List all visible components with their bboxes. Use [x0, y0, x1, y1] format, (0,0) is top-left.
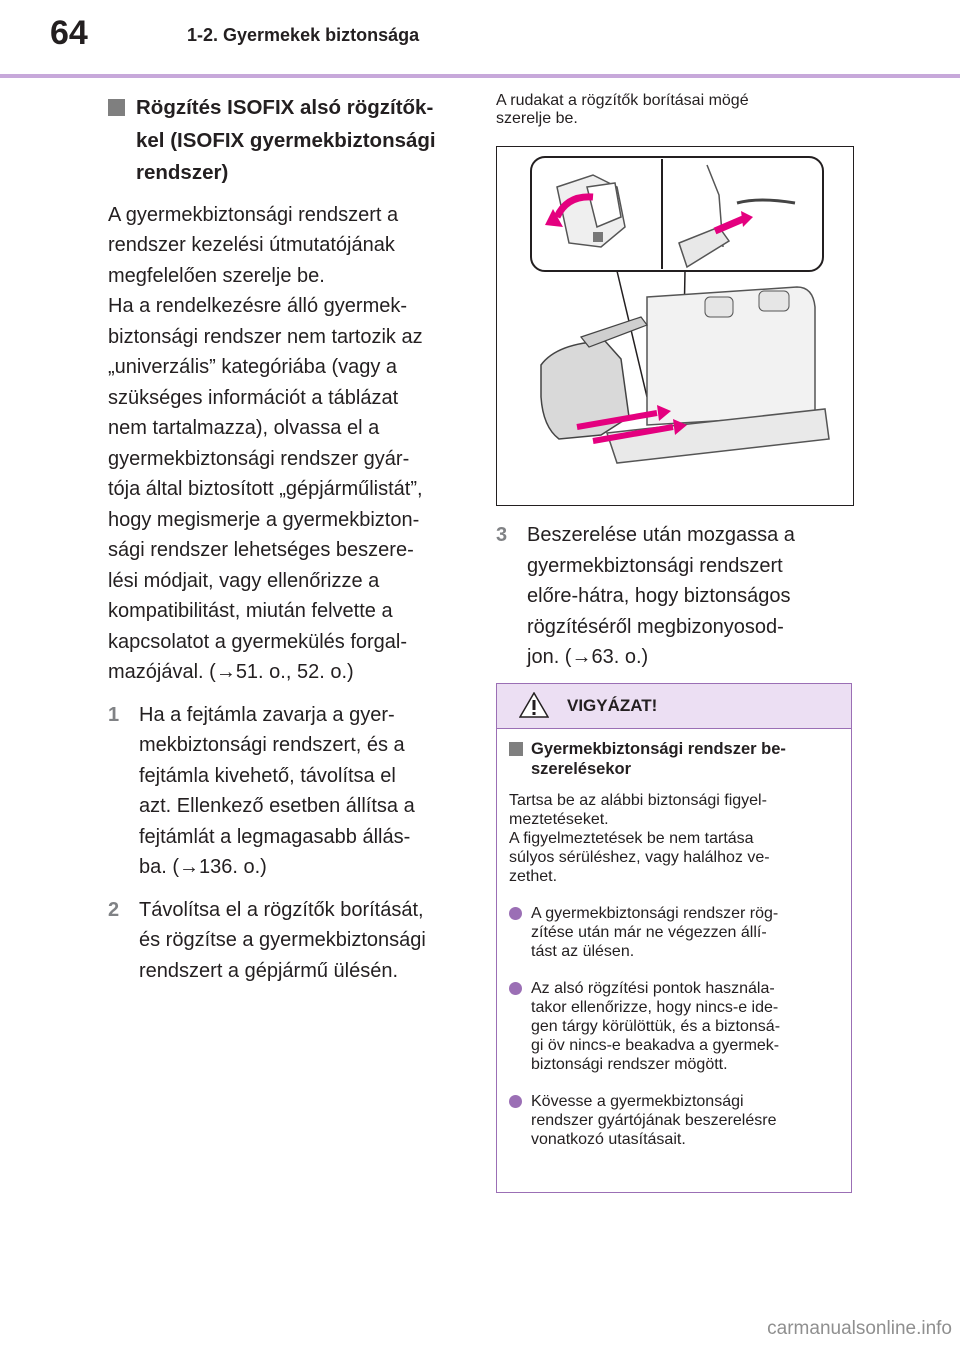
- step-1: [108, 700, 460, 883]
- isofix-illustration: [496, 146, 854, 506]
- header-rule: [0, 74, 960, 78]
- caution-item-text: Kövesse a gyermekbiztonsági rendszer gyártójának beszerelésre vonatkozó utasításait.: [531, 1093, 777, 1148]
- watermark: carmanualsonline.info: [767, 1318, 952, 1339]
- caution-item-text: A gyermekbiztonsági rendszer rög- zítése után már ne végezzen állí- tást az ülésen.: [531, 905, 779, 960]
- section-heading: [108, 92, 460, 190]
- caution-body: [497, 729, 851, 1149]
- right-column: [496, 92, 856, 673]
- figure-caption: A rudakat a rögzítők borításai mögé szerelje be.: [496, 92, 749, 127]
- caution-subheading-text: Gyermekbiztonsági rendszer be- szerelésekor: [531, 740, 786, 778]
- caution-title: VIGYÁZAT!: [567, 696, 658, 715]
- step-text: Ha a fejtámla zavarja a gyer- mekbiztonsági rendszert, és a fejtámla kivehető, távolítsa el azt. Ellenkező esetben állítsa a fejtámlát a legmagasabb állás- ba. (→136. o.): [139, 703, 415, 878]
- caution-box: [496, 683, 852, 1193]
- caution-item: [509, 979, 839, 1074]
- intro-paragraph: A gyermekbiztonsági rendszert a rendszer kezelési útmutatójának megfelelően szerelje be. Ha a rendelkezésre álló gyermek- biztonsági rendszer nem tartozik az „univerzális” kategóriába (vagy a szükséges információt a táblázat nem tartalmazza), olvassa el a gyermekbiztonsági rendszer gyár- tója által biztosított „gépjárműlistát”, hogy megismerje a gyermekbizton- sági rendszer lehetséges beszere- lési módjait, vagy ellenőrizze a kompatibilitást, miután felvette a kapcsolatot a gyermekülés forgal- mazójával. (→51. o., 52. o.): [108, 203, 423, 683]
- caution-intro: Tartsa be az alábbi biztonsági figyel- meztetéseket. A figyelmeztetések be nem tartása súlyos sérüléshez, vagy halálhoz ve- zethet.: [509, 792, 770, 885]
- caution-item: [509, 1092, 839, 1149]
- round-bullet-icon: [509, 907, 522, 920]
- left-column: [108, 92, 460, 986]
- round-bullet-icon: [509, 1095, 522, 1108]
- step-2: [108, 895, 460, 987]
- caution-item: [509, 904, 839, 961]
- headrest: [759, 291, 789, 311]
- square-bullet-icon: [509, 742, 523, 756]
- isofix-illustration-svg: [497, 147, 853, 505]
- child-seat-handle: [581, 317, 647, 347]
- warning-triangle-icon: [519, 692, 549, 718]
- step-number: 3: [496, 524, 508, 546]
- step-number: 1: [108, 703, 120, 726]
- section-heading-text: Rögzítés ISOFIX alsó rögzítők- kel (ISOFIX gyermekbiztonsági rendszer): [136, 96, 436, 184]
- headrest: [705, 297, 733, 317]
- caution-subheading: [509, 739, 839, 779]
- page-number: 64: [50, 14, 88, 52]
- caution-item-text: Az alsó rögzítési pontok használa- takor ellenőrizze, hogy nincs-e ide- gen tárgy körülöttük, és a biztonsá- gi öv nincs-e beakadva a gyermek- biztonsági rendszer mögött.: [531, 980, 781, 1073]
- anchor-symbol: [593, 232, 603, 242]
- square-bullet-icon: [108, 99, 125, 116]
- step-text: Beszerelése után mozgassa a gyermekbiztonsági rendszert előre-hátra, hogy biztonságos rögzítéséről megbizonyosod- jon. (→63. o.): [527, 524, 795, 668]
- round-bullet-icon: [509, 982, 522, 995]
- step-3: [496, 520, 856, 673]
- caution-header: [497, 684, 851, 729]
- step-number: 2: [108, 898, 120, 921]
- section-title: 1-2. Gyermekek biztonsága: [187, 25, 420, 45]
- step-text: Távolítsa el a rögzítők borítását, és rögzítse a gyermekbiztonsági rendszert a gépjármű ülésén.: [139, 898, 426, 982]
